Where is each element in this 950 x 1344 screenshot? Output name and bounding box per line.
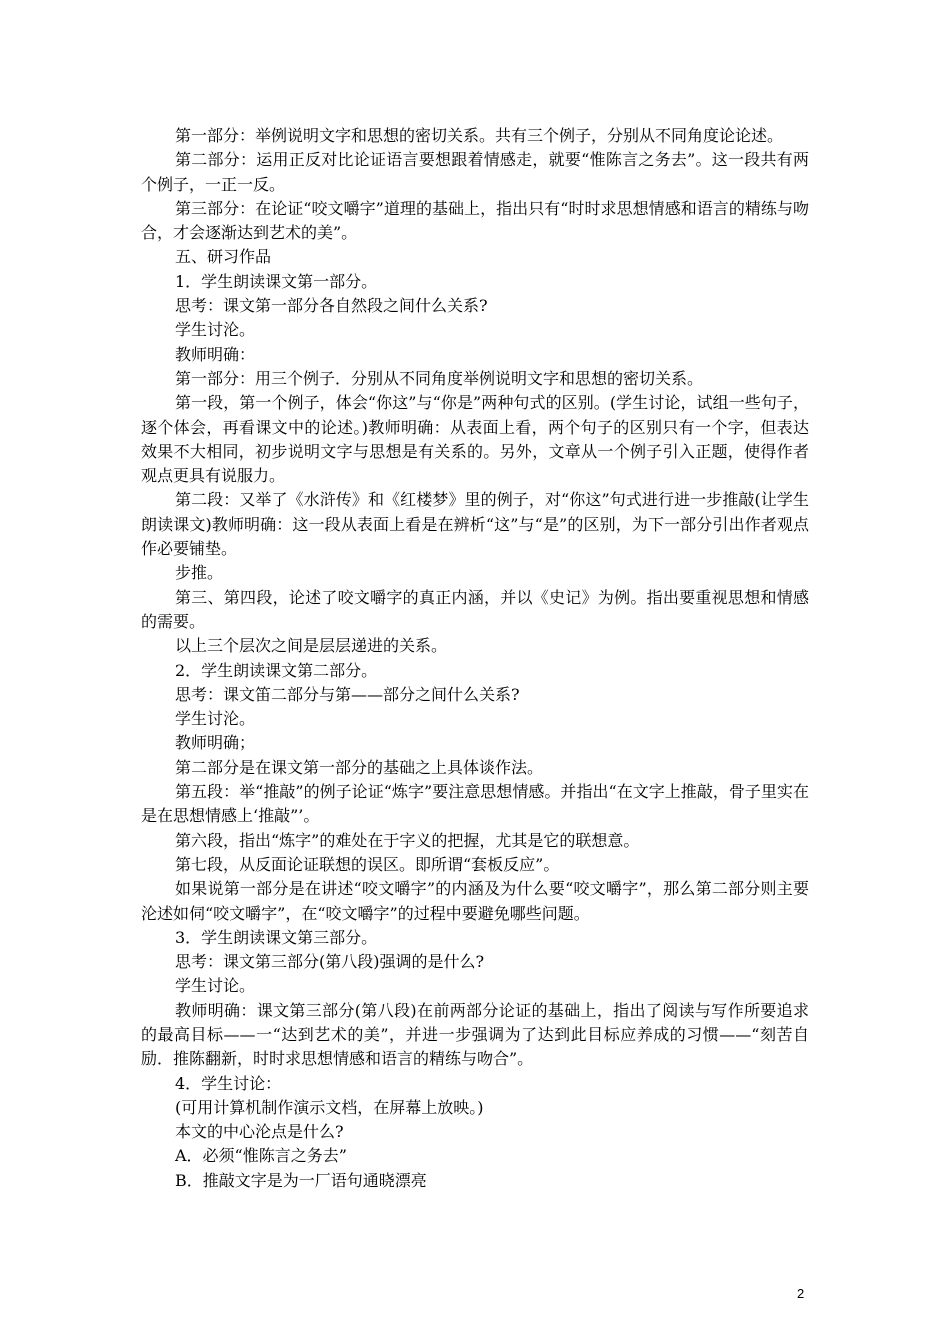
paragraph: 思考：课文第一部分各自然段之间什么关系? xyxy=(175,296,488,316)
paragraph: 第三部分：在论证“咬文嚼字”道理的基础上，指出只有“时时求思想情感和语言的精练与吻合，才会逐渐达到艺术的美”。 xyxy=(141,198,809,243)
paragraph: 第二部分：运用正反对比论证语言要想跟着情感走，就要“惟陈言之务去”。这一段共有两个例子，一正一反。 xyxy=(141,150,809,194)
document-body xyxy=(141,124,809,1193)
paragraph: 教师明确： xyxy=(175,344,256,364)
paragraph: 第二段：又举了《水浒传》和《红楼梦》里的例子，对“你这”句式进行进一步推敲(让学生朗读课文)教师明确：这一段从表面上看是在辨析“这”与“是”的区别，为下一部分引出作者观点作必要铺垫。 xyxy=(141,490,809,559)
paragraph: 第二部分是在课文第一部分的基础之上具体谈作法。 xyxy=(175,757,544,777)
paragraph: 本文的中心沦点是什么? xyxy=(175,1122,344,1142)
paragraph: 步推。 xyxy=(175,563,224,583)
paragraph: 教师明确：课文第三部分(第八段)在前两部分论证的基础上，指出了阅读与写作所要追求的最高目标——一“达到艺术的美”，并进一步强调为了达到此目标应养成的习惯——“刻苦自励．推陈翻新，时时求思想情感和语言的精练与吻合”。 xyxy=(141,1000,809,1069)
paragraph: 思考：课文第三部分(第八段)强调的是什么? xyxy=(175,952,485,972)
paragraph: 如果说第一部分是在讲述“咬文嚼字”的内涵及为什么要“咬文嚼字”，那么第二部分则主要沦述如伺“咬文嚼字”，在“咬文嚼字”的过程中要避免哪些问题。 xyxy=(141,879,809,923)
paragraph: (可用计算机制作演示文档，在屏幕上放映。) xyxy=(175,1097,484,1117)
paragraph: 第七段，从反面论证联想的误区。即所谓“套板反应”。 xyxy=(175,854,560,874)
subsection-heading: 2．学生朗读课文第二部分。 xyxy=(175,660,378,680)
option-item: B．推敲文字是为一厂语句通晓漂亮 xyxy=(175,1170,427,1190)
paragraph: 教师明确； xyxy=(175,733,256,753)
paragraph: 学生讨沦。 xyxy=(175,320,256,340)
paragraph: 以上三个层次之间是层层递进的关系。 xyxy=(175,636,448,656)
paragraph: 第一部分：举例说明文字和思想的密切关系。共有三个例子，分别从不同角度论论述。 xyxy=(175,126,784,145)
paragraph: 思考：课文笛二部分与第——部分之间什么关系? xyxy=(175,684,520,704)
paragraph: 第五段：举“推敲”的例子论证“炼字”要注意思想情感。并指出“在文字上推敲，骨子里实在是在思想情感上‘推敲”’。 xyxy=(141,782,809,826)
page-number: 2 xyxy=(797,1286,805,1301)
paragraph: 第一段，第一个例子，体会“你这”与“你是”两种句式的区别。(学生讨论，试组一些句子，逐个体会，再看课文中的论述。)教师明确：从表面上看，两个句子的区别只有一个字，但表达效果不大相同，初步说明文字与思想是有关系的。另外，文章从一个例子引入正题，使得作者观点更具有说服力。 xyxy=(141,393,809,486)
paragraph: 学生讨沦。 xyxy=(175,709,256,729)
paragraph: 第三、第四段，论述了咬文嚼字的真正内涵，并以《史记》为例。指出要重视思想和情感的需要。 xyxy=(141,587,809,631)
subsection-heading: 1．学生朗读课文第一部分。 xyxy=(175,271,378,291)
subsection-heading: 4．学生讨论： xyxy=(175,1073,282,1093)
option-item: A．必须“惟陈言之务去” xyxy=(175,1146,347,1166)
paragraph: 第一部分：用三个例子．分别从不同角度举例说明文字和思想的密切关系。 xyxy=(175,368,704,388)
section-heading: 五、研习作品 xyxy=(175,247,272,267)
subsection-heading: 3．学生朗读课文第三部分。 xyxy=(175,927,378,947)
paragraph: 学生讨论。 xyxy=(175,976,256,996)
paragraph: 第六段，指出“炼字”的难处在于字义的把握，尤其是它的联想意。 xyxy=(175,830,640,850)
